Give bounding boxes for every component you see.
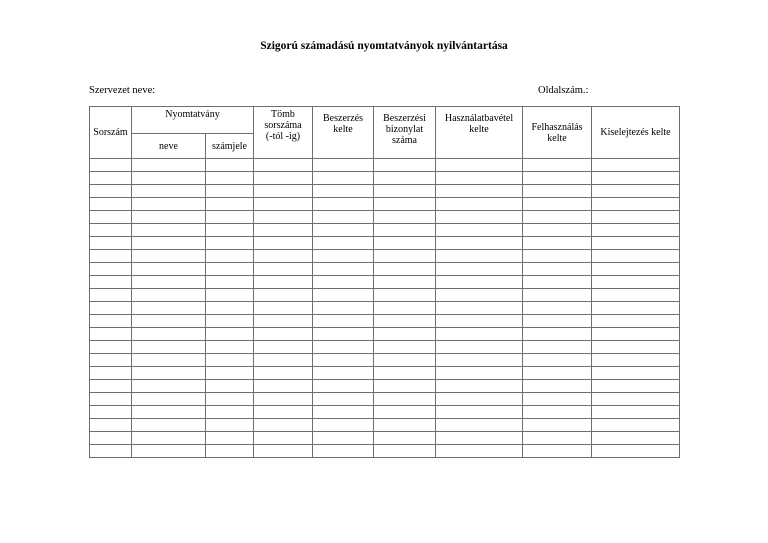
page-number-label: Oldalszám.: [538,85,589,96]
cell-purchase-document [374,432,436,445]
cell-form-name [132,380,206,393]
cell-purchase-date [313,302,374,315]
cell-purchase-document [374,263,436,276]
cell-use-start-date [436,341,523,354]
cell-purchase-date [313,432,374,445]
header-form-code-label: számjele [212,140,247,152]
cell-purchase-date [313,263,374,276]
cell-purchase-date [313,354,374,367]
cell-pad-serial [254,367,313,380]
cell-serial [90,263,132,276]
cell-serial [90,276,132,289]
cell-pad-serial [254,380,313,393]
cell-serial [90,445,132,458]
cell-withdrawal-date [592,211,680,224]
cell-use-start-date [436,289,523,302]
cell-purchase-date [313,237,374,250]
header-use-start-date-line1: Használatbavétel [444,113,514,124]
cell-pad-serial [254,419,313,432]
header-purchase-date [313,107,374,159]
cell-serial [90,341,132,354]
header-withdrawal-date [592,107,680,159]
table-row [90,380,680,393]
cell-purchase-date [313,328,374,341]
cell-use-start-date [436,263,523,276]
cell-form-name [132,406,206,419]
header-pad-serial-line2: sorszáma [264,120,302,131]
cell-usage-date [523,419,592,432]
cell-withdrawal-date [592,380,680,393]
cell-purchase-document [374,211,436,224]
cell-form-name [132,263,206,276]
cell-withdrawal-date [592,315,680,328]
document-title: Szigorú számadású nyomtatványok nyilvántartása [260,40,508,52]
cell-form-name [132,302,206,315]
cell-pad-serial [254,315,313,328]
cell-form-code [206,406,254,419]
cell-form-code [206,289,254,302]
cell-use-start-date [436,237,523,250]
cell-form-name [132,276,206,289]
header-form-group [132,107,254,134]
cell-purchase-date [313,172,374,185]
cell-purchase-document [374,380,436,393]
table-row [90,159,680,172]
cell-serial [90,198,132,211]
cell-withdrawal-date [592,445,680,458]
cell-purchase-date [313,341,374,354]
cell-pad-serial [254,250,313,263]
cell-purchase-document [374,198,436,211]
cell-serial [90,393,132,406]
cell-purchase-date [313,224,374,237]
cell-form-code [206,393,254,406]
cell-pad-serial [254,198,313,211]
cell-withdrawal-date [592,263,680,276]
cell-form-code [206,445,254,458]
header-pad-serial-line1: Tömb [271,109,295,120]
organization-name-label: Szervezet neve: [89,85,156,96]
cell-serial [90,172,132,185]
cell-form-code [206,224,254,237]
header-form-group-label: Nyomtatvány [165,109,220,120]
cell-serial [90,315,132,328]
header-usage-date-line1: Felhasználás [531,121,583,133]
cell-form-code [206,315,254,328]
cell-form-name [132,445,206,458]
table-row [90,354,680,367]
cell-withdrawal-date [592,172,680,185]
table-row [90,250,680,263]
cell-usage-date [523,341,592,354]
cell-form-code [206,159,254,172]
cell-use-start-date [436,211,523,224]
cell-usage-date [523,367,592,380]
cell-withdrawal-date [592,276,680,289]
cell-form-name [132,315,206,328]
table-row [90,198,680,211]
cell-form-name [132,354,206,367]
cell-use-start-date [436,302,523,315]
cell-purchase-document [374,354,436,367]
register-body [90,159,680,458]
cell-usage-date [523,250,592,263]
cell-purchase-document [374,445,436,458]
cell-use-start-date [436,172,523,185]
cell-usage-date [523,354,592,367]
cell-form-code [206,263,254,276]
header-use-start-date-line2: kelte [469,124,489,135]
cell-use-start-date [436,328,523,341]
table-row [90,224,680,237]
cell-form-code [206,354,254,367]
table-row [90,237,680,250]
cell-pad-serial [254,432,313,445]
cell-purchase-document [374,237,436,250]
cell-purchase-document [374,393,436,406]
cell-form-code [206,172,254,185]
cell-form-code [206,328,254,341]
cell-pad-serial [254,445,313,458]
cell-usage-date [523,380,592,393]
cell-form-name [132,224,206,237]
cell-form-name [132,185,206,198]
header-serial [90,107,132,159]
cell-use-start-date [436,159,523,172]
header-purchase-document-line3: száma [392,135,417,146]
cell-purchase-date [313,406,374,419]
cell-pad-serial [254,354,313,367]
cell-form-name [132,341,206,354]
cell-serial [90,432,132,445]
cell-purchase-document [374,341,436,354]
cell-use-start-date [436,185,523,198]
cell-purchase-document [374,172,436,185]
cell-purchase-document [374,302,436,315]
cell-purchase-document [374,328,436,341]
table-row [90,185,680,198]
cell-pad-serial [254,159,313,172]
table-row [90,445,680,458]
cell-use-start-date [436,419,523,432]
cell-usage-date [523,198,592,211]
cell-serial [90,211,132,224]
cell-usage-date [523,237,592,250]
cell-use-start-date [436,198,523,211]
cell-pad-serial [254,328,313,341]
cell-purchase-date [313,445,374,458]
cell-pad-serial [254,289,313,302]
cell-pad-serial [254,211,313,224]
cell-usage-date [523,159,592,172]
cell-use-start-date [436,380,523,393]
cell-purchase-date [313,211,374,224]
cell-form-code [206,380,254,393]
cell-usage-date [523,224,592,237]
header-form-name [132,134,206,159]
cell-usage-date [523,432,592,445]
header-purchase-document-line1: Beszerzési [383,113,426,124]
table-row [90,328,680,341]
cell-purchase-date [313,159,374,172]
cell-withdrawal-date [592,419,680,432]
cell-serial [90,250,132,263]
cell-usage-date [523,302,592,315]
cell-withdrawal-date [592,198,680,211]
cell-form-name [132,250,206,263]
header-usage-date-line2: kelte [547,132,567,144]
cell-withdrawal-date [592,302,680,315]
cell-withdrawal-date [592,406,680,419]
table-row [90,289,680,302]
table-row [90,341,680,354]
cell-withdrawal-date [592,224,680,237]
header-usage-date [523,107,592,159]
cell-purchase-document [374,289,436,302]
cell-serial [90,328,132,341]
cell-purchase-date [313,315,374,328]
cell-form-name [132,419,206,432]
cell-purchase-date [313,276,374,289]
table-row [90,315,680,328]
cell-form-code [206,367,254,380]
cell-serial [90,354,132,367]
cell-pad-serial [254,393,313,406]
cell-form-name [132,159,206,172]
cell-form-code [206,419,254,432]
cell-form-name [132,172,206,185]
cell-use-start-date [436,406,523,419]
cell-withdrawal-date [592,367,680,380]
cell-form-code [206,198,254,211]
cell-pad-serial [254,406,313,419]
cell-usage-date [523,445,592,458]
cell-form-name [132,328,206,341]
table-row [90,419,680,432]
cell-withdrawal-date [592,328,680,341]
cell-form-name [132,211,206,224]
cell-serial [90,419,132,432]
cell-form-name [132,393,206,406]
cell-purchase-document [374,315,436,328]
header-form-code [206,134,254,159]
cell-pad-serial [254,185,313,198]
header-serial-label: Sorszám [93,127,128,138]
cell-withdrawal-date [592,289,680,302]
table-row [90,276,680,289]
table-row [90,432,680,445]
cell-form-code [206,341,254,354]
cell-use-start-date [436,224,523,237]
cell-withdrawal-date [592,432,680,445]
cell-usage-date [523,315,592,328]
header-purchase-document [374,107,436,159]
cell-form-code [206,276,254,289]
cell-serial [90,159,132,172]
cell-usage-date [523,211,592,224]
table-row [90,172,680,185]
table-row [90,393,680,406]
header-use-start-date [436,107,523,159]
cell-purchase-date [313,393,374,406]
cell-withdrawal-date [592,159,680,172]
table-row [90,367,680,380]
cell-serial [90,406,132,419]
cell-form-name [132,432,206,445]
header-form-name-label: neve [159,140,178,152]
cell-use-start-date [436,315,523,328]
table-row [90,211,680,224]
cell-purchase-document [374,159,436,172]
cell-withdrawal-date [592,354,680,367]
cell-pad-serial [254,302,313,315]
cell-form-code [206,432,254,445]
cell-usage-date [523,289,592,302]
cell-form-code [206,302,254,315]
cell-purchase-document [374,250,436,263]
cell-withdrawal-date [592,237,680,250]
table-row [90,263,680,276]
cell-purchase-date [313,289,374,302]
cell-purchase-document [374,406,436,419]
header-pad-serial [254,107,313,159]
header-purchase-date-line2: kelte [333,124,353,135]
cell-usage-date [523,276,592,289]
cell-pad-serial [254,341,313,354]
cell-purchase-document [374,185,436,198]
cell-purchase-date [313,367,374,380]
cell-pad-serial [254,237,313,250]
cell-purchase-date [313,419,374,432]
cell-form-code [206,211,254,224]
table-row [90,302,680,315]
cell-use-start-date [436,367,523,380]
cell-form-name [132,198,206,211]
cell-usage-date [523,172,592,185]
cell-pad-serial [254,172,313,185]
cell-pad-serial [254,276,313,289]
header-purchase-document-line2: bizonylat [385,124,424,135]
table-row [90,406,680,419]
register-table [89,106,680,458]
cell-serial [90,380,132,393]
cell-serial [90,302,132,315]
cell-purchase-document [374,367,436,380]
cell-usage-date [523,263,592,276]
cell-serial [90,224,132,237]
cell-use-start-date [436,354,523,367]
cell-usage-date [523,328,592,341]
cell-form-code [206,185,254,198]
cell-use-start-date [436,276,523,289]
cell-serial [90,367,132,380]
cell-pad-serial [254,263,313,276]
cell-use-start-date [436,432,523,445]
cell-withdrawal-date [592,185,680,198]
cell-form-name [132,237,206,250]
cell-purchase-document [374,276,436,289]
cell-use-start-date [436,393,523,406]
cell-use-start-date [436,250,523,263]
cell-serial [90,185,132,198]
cell-usage-date [523,406,592,419]
cell-withdrawal-date [592,341,680,354]
cell-form-code [206,237,254,250]
header-pad-serial-line3: (-tól -ig) [265,131,301,142]
cell-withdrawal-date [592,250,680,263]
cell-serial [90,289,132,302]
cell-form-name [132,367,206,380]
cell-purchase-document [374,224,436,237]
cell-withdrawal-date [592,393,680,406]
cell-purchase-document [374,419,436,432]
cell-usage-date [523,185,592,198]
cell-serial [90,237,132,250]
cell-purchase-date [313,250,374,263]
cell-purchase-date [313,185,374,198]
cell-usage-date [523,393,592,406]
cell-purchase-date [313,198,374,211]
header-withdrawal-date-label: Kiselejtezés kelte [600,127,671,138]
cell-purchase-date [313,380,374,393]
cell-pad-serial [254,224,313,237]
header-purchase-date-line1: Beszerzés [323,113,363,124]
cell-form-name [132,289,206,302]
cell-form-code [206,250,254,263]
cell-use-start-date [436,445,523,458]
